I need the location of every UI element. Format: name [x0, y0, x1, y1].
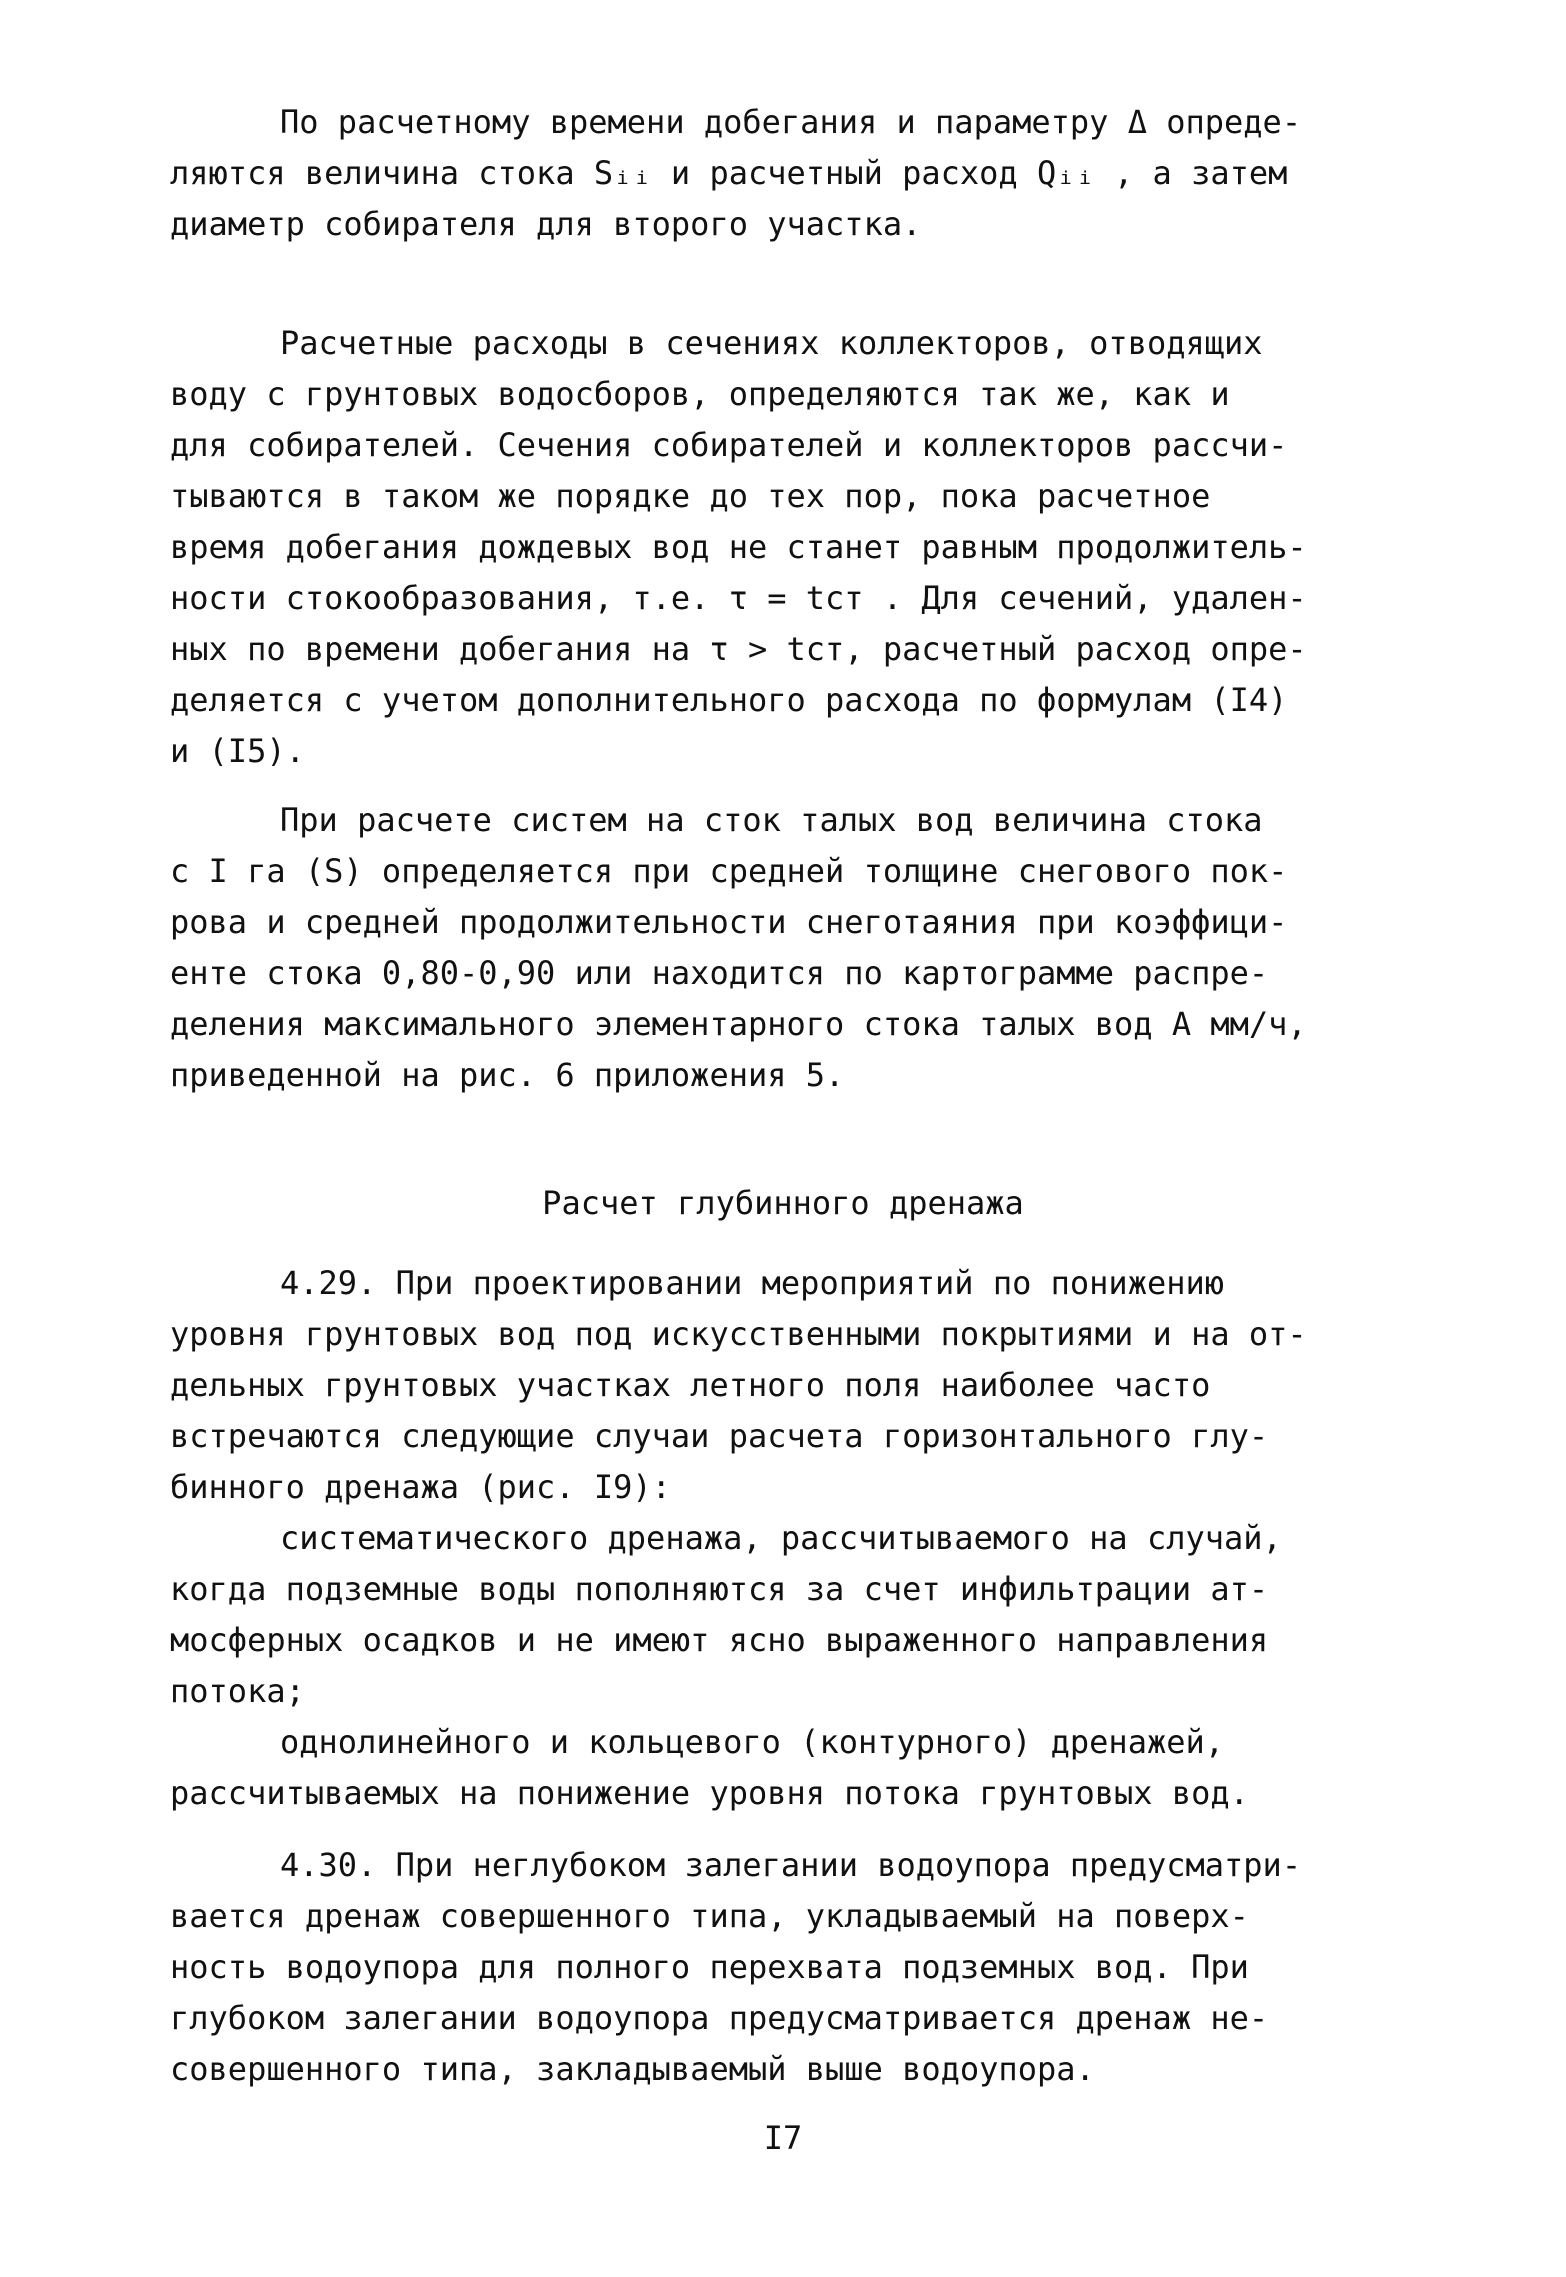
- text-line: время добегания дождевых вод не станет равным продолжитель-: [170, 528, 1307, 566]
- text-line: совершенного типа, закладываемый выше водоупора.: [170, 2050, 1095, 2088]
- text-line: глубоком залегании водоупора предусматривается дренаж не-: [170, 1999, 1269, 2037]
- text-line: 4.30. При неглубоком залегании водоупора предусматри-: [280, 1846, 1302, 1884]
- text-line: потока;: [170, 1672, 305, 1710]
- text-line: воду с грунтовых водосборов, определяются так же, как и: [170, 375, 1230, 413]
- paragraph-3: [170, 795, 1410, 1101]
- paragraph-1: [170, 97, 1410, 250]
- section-heading: Расчет глубинного дренажа: [542, 1184, 1024, 1222]
- text-line: 4.29. При проектировании мероприятий по понижению: [280, 1264, 1225, 1302]
- paragraph-2: [170, 318, 1410, 777]
- text-line: мосферных осадков и не имеют ясно выраженного направления: [170, 1621, 1269, 1659]
- text-line: деляется с учетом дополнительного расхода по формулам (I4): [170, 681, 1288, 719]
- text-line: встречаются следующие случаи расчета горизонтального глу-: [170, 1417, 1269, 1455]
- text-line: с I га (S) определяется при средней толщине снегового пок-: [170, 852, 1288, 890]
- text-line: По расчетному времени добегания и параметру Δ опреде-: [280, 103, 1302, 141]
- text-line: деления максимального элементарного стока талых вод A мм/ч,: [170, 1005, 1307, 1043]
- text-line: и (I5).: [170, 732, 305, 770]
- text-line: для собирателей. Сечения собирателей и коллекторов рассчи-: [170, 426, 1288, 464]
- text-line: При расчете систем на сток талых вод величина стока: [280, 801, 1263, 839]
- text-line: енте стока 0,80-0,90 или находится по картограмме распре-: [170, 954, 1269, 992]
- text-line: ных по времени добегания на τ > tст, расчетный расход опре-: [170, 630, 1307, 668]
- text-line: тываются в таком же порядке до тех пор, пока расчетное: [170, 477, 1211, 515]
- text-line: Расчетные расходы в сечениях коллекторов, отводящих: [280, 324, 1263, 362]
- paragraph-4-30: [170, 1840, 1410, 2095]
- text-line: уровня грунтовых вод под искусственными покрытиями и на от-: [170, 1315, 1307, 1353]
- text-line: приведенной на рис. 6 приложения 5.: [170, 1056, 845, 1094]
- text-line: когда подземные воды пополняются за счет инфильтрации ат-: [170, 1570, 1269, 1608]
- text-line: рассчитываемых на понижение уровня потока грунтовых вод.: [170, 1774, 1249, 1812]
- text-line: ность водоупора для полного перехвата подземных вод. При: [170, 1948, 1249, 1986]
- text-line: ности стокообразования, т.е. τ = tст . Для сечений, удален-: [170, 579, 1307, 617]
- text-line: однолинейного и кольцевого (контурного) дренажей,: [280, 1723, 1225, 1761]
- text-line: дельных грунтовых участках летного поля наиболее часто: [170, 1366, 1211, 1404]
- paragraph-case-systematic: [170, 1513, 1410, 1717]
- text-line: рова и средней продолжительности снеготаяния при коэффици-: [170, 903, 1288, 941]
- text-line: диаметр собирателя для второго участка.: [170, 205, 922, 243]
- text-line: бинного дренажа (рис. I9):: [170, 1468, 671, 1506]
- paragraph-4-29: [170, 1258, 1410, 1513]
- paragraph-case-linear: [170, 1717, 1410, 1819]
- text-line: систематического дренажа, рассчитываемого на случай,: [280, 1519, 1282, 1557]
- text-line: ляются величина стока Sᵢᵢ и расчетный расход Qᵢᵢ , а затем: [170, 154, 1288, 192]
- page-number: I7: [763, 2119, 803, 2157]
- text-line: вается дренаж совершенного типа, укладываемый на поверх-: [170, 1897, 1249, 1935]
